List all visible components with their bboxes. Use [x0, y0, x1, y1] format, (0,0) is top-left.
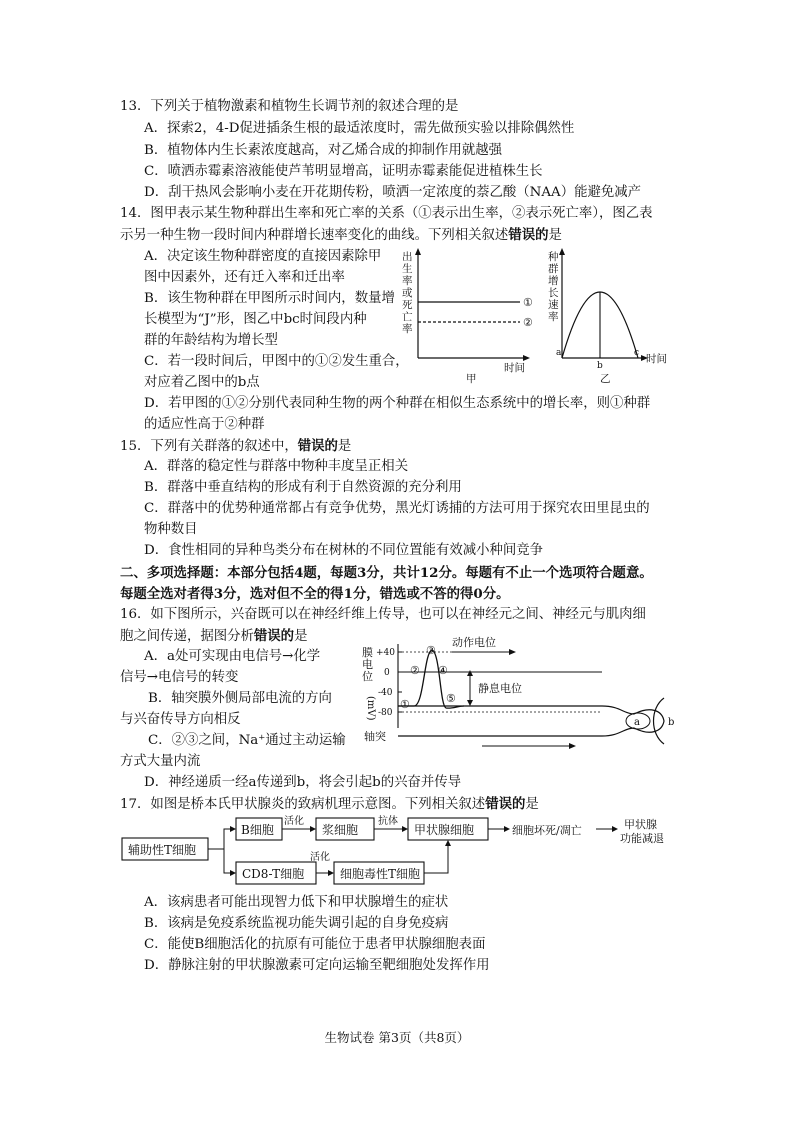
q14-stem-line1: 14．图甲表示某生物种群出生率和死亡率的关系（①表示出生率，②表示死亡率），图乙表 — [120, 206, 653, 221]
q14-stem-text: 示另一种生物一段时间内种群增长速率变化的曲线。下列相关叙述 — [120, 228, 509, 243]
label-cell-death: 细胞坏死/凋亡 — [512, 824, 582, 837]
yi-ylabel-3: 长 — [548, 287, 559, 299]
q13-option-d: D．刮干热风会影响小麦在开花期传粉，喷洒一定浓度的萘乙酸（NAA）能避免减产 — [144, 185, 642, 200]
ap-num-5: ⑤ — [446, 692, 456, 705]
q14-stem-line2 — [120, 226, 562, 245]
figure-hashimoto — [120, 812, 690, 888]
jia-ylabel-1: 生 — [402, 263, 413, 275]
yi-caption: 乙 — [600, 373, 611, 385]
ap-ylabel — [362, 645, 373, 683]
ap-action-label: 动作电位 — [452, 636, 496, 649]
yi-y-arrow — [559, 248, 565, 255]
q15-stem-end: 是 — [337, 439, 352, 454]
jia-y-arrow — [415, 248, 421, 255]
synapse-a-label: a — [634, 717, 640, 728]
q14-option-d-2: 的适应性高于②种群 — [144, 417, 265, 432]
box-helper-t-label: 辅助性T细胞 — [128, 843, 197, 857]
ap-tick-m80: -80 — [378, 708, 393, 718]
q16-option-b-2: 与兴奋传导方向相反 — [120, 712, 241, 727]
q16-option-c-1: C．②③之间，Na⁺通过主动运输 — [148, 733, 346, 748]
q15-option-d: D．食性相同的异种鸟类分布在树林的不同位置能有效减小种间竞争 — [144, 543, 544, 558]
arrowhead-cd8-to-ctl — [328, 870, 334, 876]
ap-num-4: ④ — [438, 664, 448, 677]
yi-ylabel-1: 群 — [548, 263, 559, 275]
jia-ylabel-3: 或 — [402, 287, 413, 299]
label-activate-2: 活化 — [310, 852, 330, 863]
q14-option-a-1: A．决定该生物种群密度的直接因素除甲 — [144, 249, 382, 264]
q17-stem-bold: 错误的 — [485, 796, 526, 812]
ap-ylabel-1: 电 — [362, 658, 373, 671]
arrowhead-helper-to-cd8 — [230, 870, 236, 876]
jia-xlabel: 时间 — [504, 362, 525, 374]
synapse-b-label: b — [668, 717, 675, 728]
axon-label: 轴突 — [364, 730, 386, 743]
q14-option-b-2: 长模型为“J”形，图乙中bc时间段内种 — [144, 312, 367, 327]
q15-option-c-cont: 物种数目 — [144, 522, 198, 537]
jia-ylabel-2: 率 — [402, 275, 413, 287]
arrowhead-b-to-plasma — [310, 826, 316, 832]
ap-tick-0: 0 — [384, 668, 390, 678]
arrowhead-plasma-to-thyroid — [402, 826, 408, 832]
arrow-helper-to-cd8 — [224, 849, 232, 873]
q17-option-a: A．该病患者可能出现智力低下和甲状腺增生的症状 — [144, 895, 449, 910]
box-thyroid-label: 甲状腺细胞 — [414, 823, 475, 837]
yi-ylabel-4: 速 — [548, 299, 559, 311]
q14-option-c-1: C．若一段时间后，甲图中的①②发生重合， — [144, 354, 409, 369]
q14-stem-bold: 错误的 — [508, 227, 549, 243]
figure-jia-ylabel — [402, 250, 413, 335]
q13-option-a: A．探索2，4-D促进插条生根的最适浓度时，需先做预实验以排除偶然性 — [144, 121, 575, 136]
q16-option-c-2: 方式大量内流 — [120, 754, 201, 769]
page-footer: 生物试卷 第3页（共8页） — [324, 1030, 470, 1045]
q17-option-b: B．该病是免疫系统监视功能失调引起的自身免疫病 — [144, 916, 449, 931]
q13-stem: 13．下列关于植物激素和植物生长调节剂的叙述合理的是 — [120, 99, 459, 114]
arrowhead-ctl-to-thyroid — [445, 840, 451, 846]
q16-option-d: D．神经递质一经a传递到b，将会引起b的兴奋并传导 — [144, 775, 462, 790]
q17-option-d: D．静脉注射的甲状腺激素可定向运输至靶细胞处发挥作用 — [144, 958, 490, 973]
q16-stem-line1: 16．如下图所示，兴奋既可以在神经纤维上传导，也可以在神经元之间、神经元与肌肉细 — [120, 607, 646, 622]
yi-ylabel-0: 种 — [548, 251, 559, 263]
ap-rest-arrowhead-up — [467, 670, 473, 676]
section2-line1: 二、多项选择题：本部分包括4题，每题3分，共计12分。每题有不止一个选项符合题意。 — [120, 565, 653, 581]
box-plasma-label: 浆细胞 — [322, 823, 359, 837]
axon-direction-arrowhead — [569, 743, 576, 749]
figure-yi — [548, 246, 678, 386]
q14-option-c-2: 对应着乙图中的b点 — [144, 375, 260, 390]
arrow-ctl-to-thyroid — [424, 844, 448, 873]
label-result-2: 功能减退 — [620, 832, 664, 845]
jia-ylabel-0: 出 — [402, 251, 413, 263]
q16-option-b-1: B．轴突膜外侧局部电流的方向 — [148, 691, 332, 706]
q16-option-a-2: 信号→电信号的转变 — [120, 670, 239, 685]
yi-ylabel-5: 率 — [548, 311, 559, 323]
arrowhead-death-to-result — [612, 826, 618, 832]
yi-label-b: b — [597, 361, 603, 371]
label-antibody: 抗体 — [378, 816, 398, 827]
ap-ticks — [376, 648, 395, 718]
q16-stem-end: 是 — [294, 629, 308, 644]
q15-option-b: B．群落中垂直结构的形成有利于自然资源的充分利用 — [144, 480, 462, 495]
q17-stem-text: 17．如图是桥本氏甲状腺炎的致病机理示意图。下列相关叙述 — [120, 797, 486, 812]
jia-label-2: ② — [523, 316, 533, 329]
q16-stem-text: 胞之间传递，据图分析 — [120, 629, 254, 644]
box-ctl-label: 细胞毒性T细胞 — [340, 867, 421, 881]
ap-unit: (mV) — [365, 696, 376, 721]
box-b-cell-label: B细胞 — [241, 823, 274, 837]
q15-stem-text: 15．下列有关群落的叙述中， — [120, 439, 298, 454]
ap-num-3: ③ — [426, 644, 436, 657]
label-activate-1: 活化 — [284, 816, 304, 827]
yi-ylabel-2: 增 — [548, 275, 559, 287]
ap-rest-arrowhead-down — [467, 700, 473, 706]
q17-option-c: C．能使B细胞活化的抗原有可能位于患者甲状腺细胞表面 — [144, 937, 486, 952]
section2-line2: 每题全选对者得3分，选对但不全的得1分，错选或不答的得0分。 — [120, 586, 510, 602]
label-result-1: 甲状腺 — [624, 818, 657, 831]
q16-stem-line2 — [120, 627, 307, 646]
figure-action-potential — [352, 636, 682, 778]
ap-rest-label: 静息电位 — [478, 682, 522, 695]
q14-option-d-1: D．若甲图的①②分别代表同种生物的两个种群在相似生态系统中的增长率，则①种群 — [144, 396, 651, 411]
box-cd8-label: CD8-T细胞 — [242, 867, 305, 881]
jia-ylabel-5: 亡 — [402, 311, 413, 323]
q14-option-b-3: 群的年龄结构为增长型 — [144, 333, 278, 348]
jia-caption: 甲 — [466, 373, 477, 385]
q15-option-a: A．群落的稳定性与群落中物种丰度呈正相关 — [144, 459, 409, 474]
q13-option-b: B．植物体内生长素浓度越高，对乙烯合成的抑制作用就越强 — [144, 143, 502, 158]
postsynaptic-b — [654, 698, 665, 744]
q16-option-a-1: A．a处可实现由电信号→化学 — [144, 649, 321, 664]
figure-yi-ylabel — [548, 250, 559, 323]
q13-option-c: C．喷洒赤霉素溶液能使芦苇明显增高，证明赤霉素能促进植株生长 — [144, 164, 543, 179]
arrowhead-thyroid-to-death — [504, 826, 510, 832]
jia-ylabel-6: 率 — [402, 323, 413, 335]
yi-label-a: a — [556, 348, 562, 358]
ap-ylabel-2: 位 — [362, 670, 373, 683]
arrowhead-helper-to-b — [230, 826, 236, 832]
jia-label-1: ① — [523, 296, 533, 309]
ap-action-arrowhead — [509, 649, 516, 655]
figure-jia — [400, 246, 550, 386]
jia-ylabel-4: 死 — [402, 299, 413, 311]
q14-stem-end: 是 — [548, 228, 562, 243]
q15-stem-bold: 错误的 — [297, 438, 338, 454]
yi-xlabel: 时间 — [646, 353, 667, 365]
ap-tick-40: +40 — [376, 648, 395, 658]
ap-num-2: ② — [410, 664, 420, 677]
ap-tick-m40: -40 — [378, 688, 393, 698]
ap-num-1: ① — [400, 698, 410, 711]
q14-option-a-2: 图中因素外，还有迁入率和迁出率 — [144, 270, 345, 285]
jia-x-arrow — [523, 355, 530, 361]
q15-option-c: C．群落中的优势种通常都占有竞争优势，黑光灯诱捕的方法可用于探究农田里昆虫的 — [144, 501, 650, 516]
ap-ylabel-0: 膜 — [362, 646, 373, 659]
q14-option-b-1: B．该生物种群在甲图所示时间内，数量增 — [144, 291, 395, 306]
yi-label-c: c — [634, 348, 640, 358]
q15-stem — [120, 437, 351, 456]
q16-stem-bold: 错误的 — [253, 628, 295, 644]
q17-stem-end: 是 — [525, 797, 539, 812]
arrow-helper-to-b — [208, 829, 232, 849]
